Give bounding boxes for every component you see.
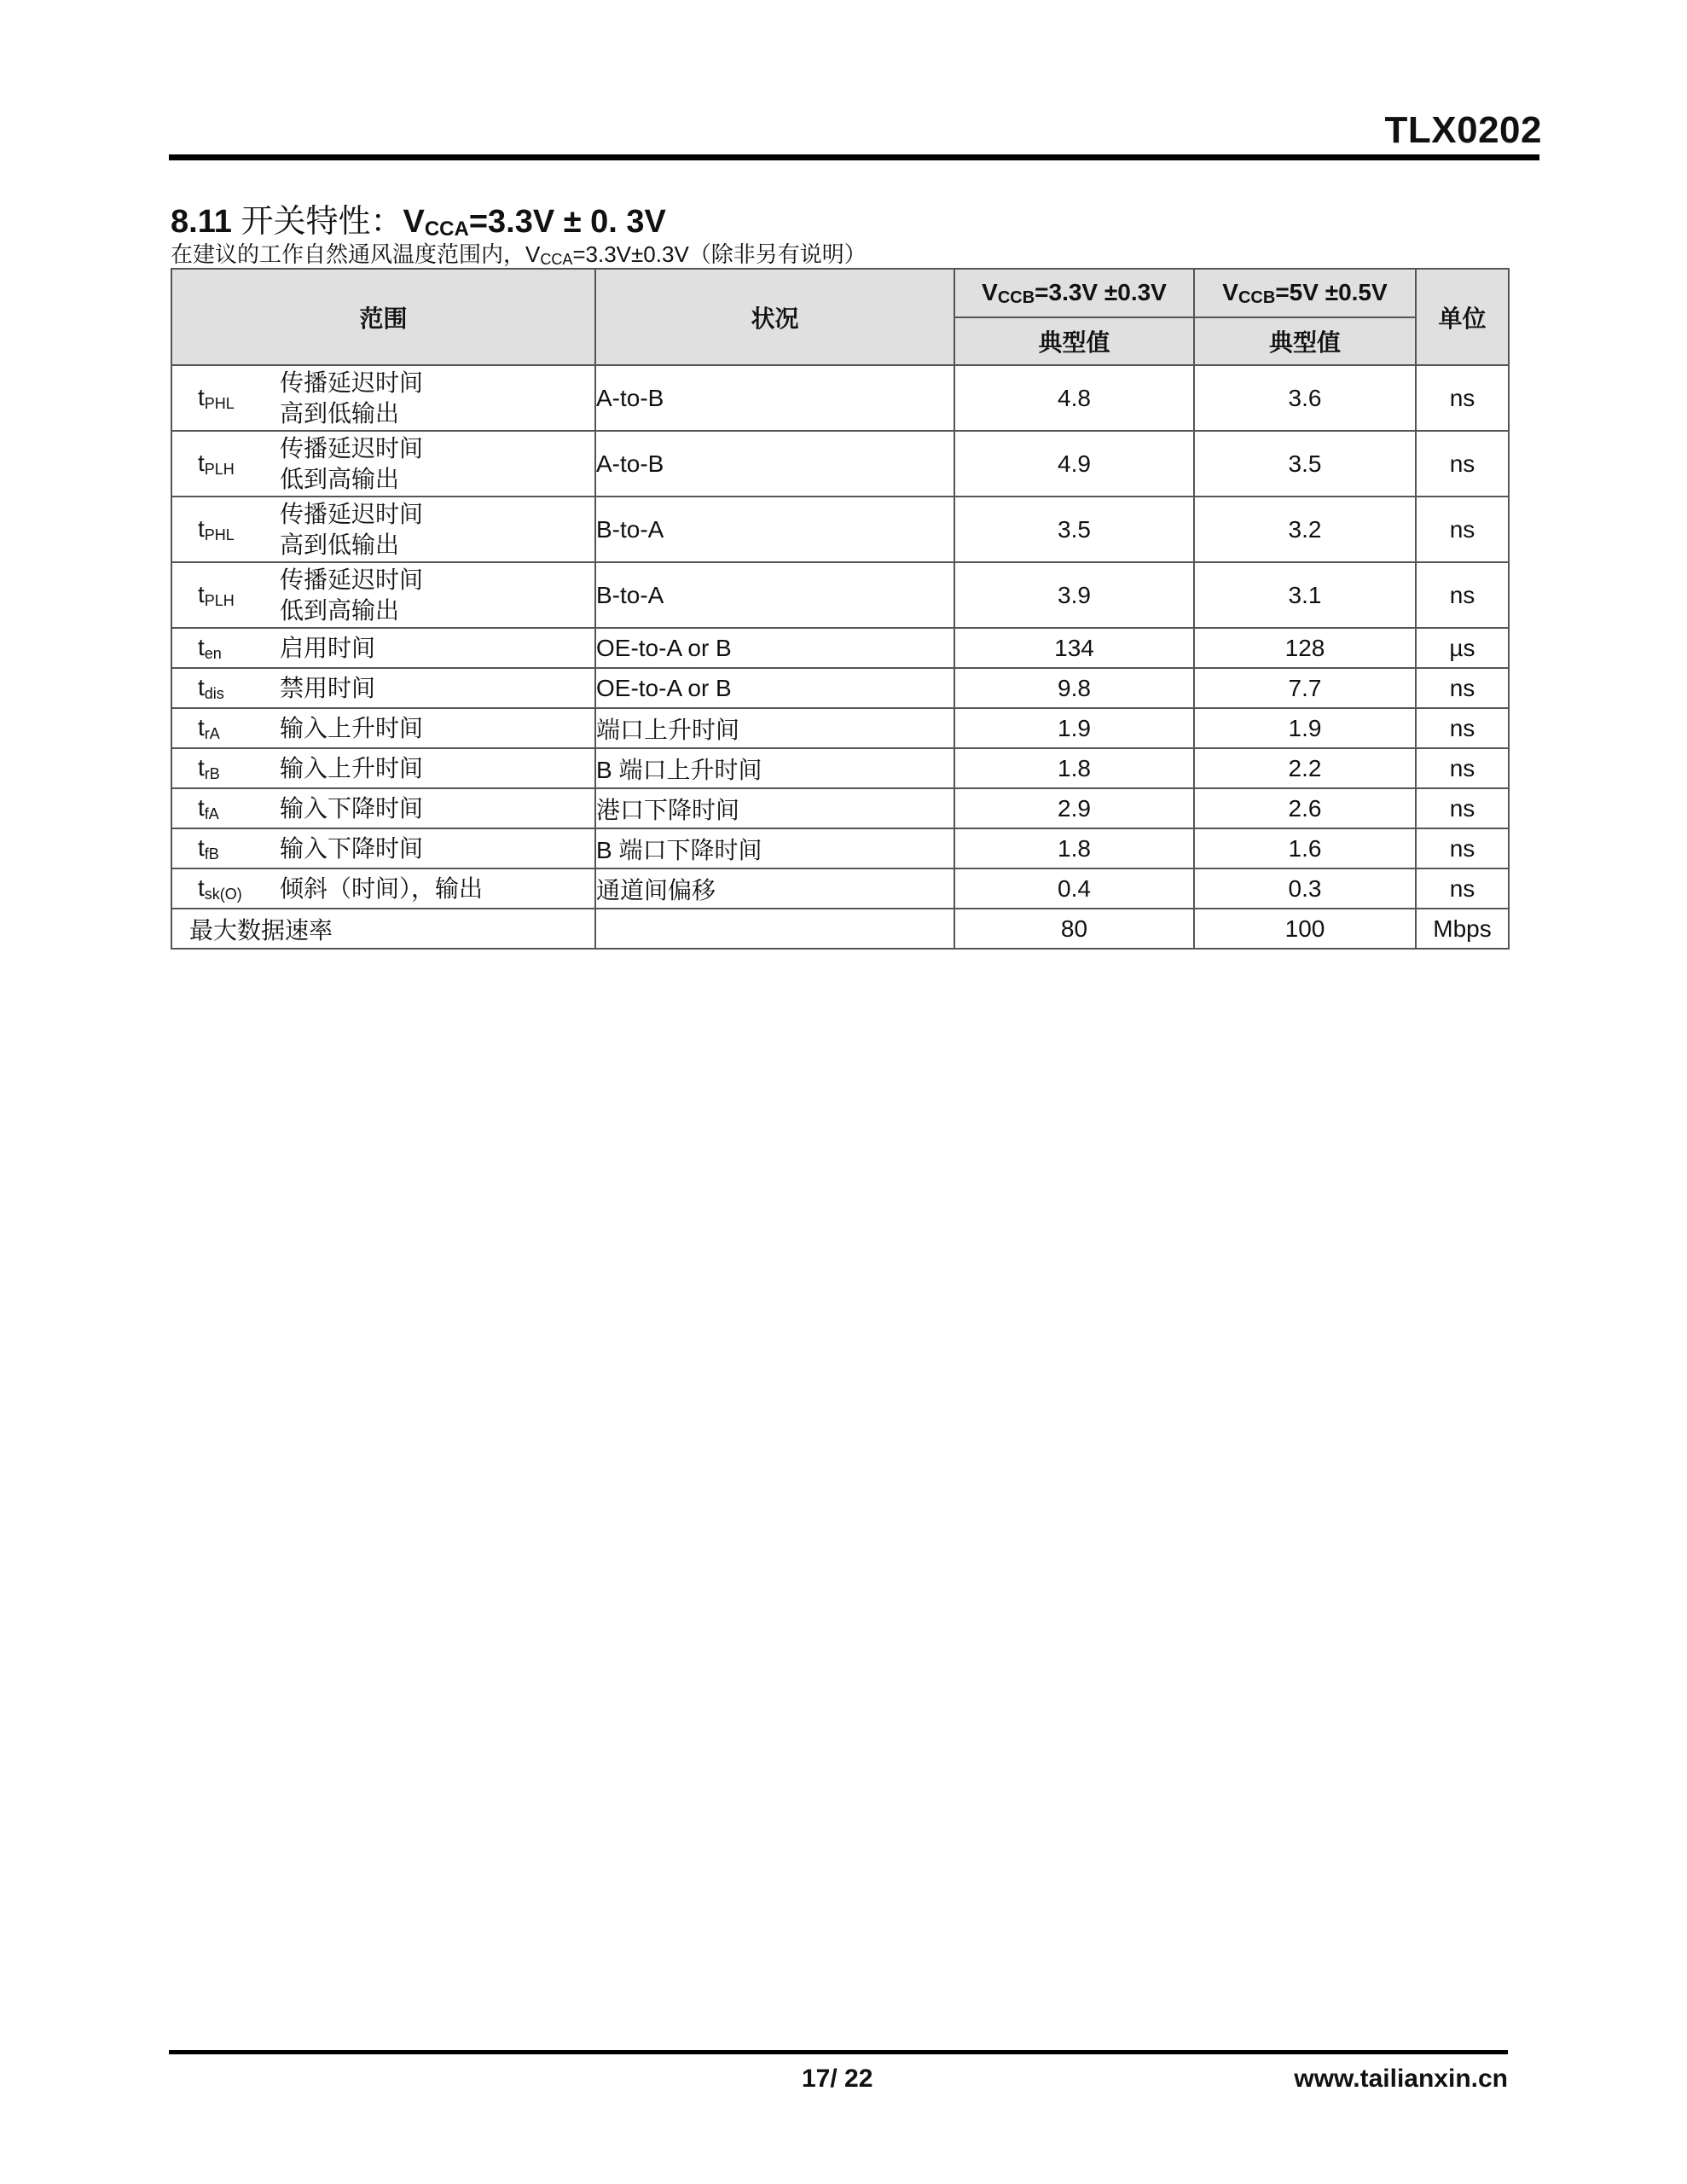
header-range: 范围 (171, 269, 595, 365)
footer-divider (169, 2050, 1508, 2054)
cell-typ-vccb-5v: 2.2 (1194, 748, 1416, 788)
cell-typ-vccb-5v: 0.3 (1194, 868, 1416, 909)
section-number: 8.11 (171, 204, 232, 240)
cell-unit: ns (1416, 497, 1509, 562)
section-subtitle (171, 237, 867, 269)
cell-range (171, 628, 595, 668)
cell-range (171, 562, 595, 628)
subtitle-sub: CCA (540, 251, 573, 268)
header-typ-2: 典型值 (1194, 317, 1416, 365)
cell-unit: ns (1416, 668, 1509, 708)
footer-url: www.tailianxin.cn (1294, 2065, 1508, 2093)
cell-range (171, 497, 595, 562)
parameter-description: 启用时间 (280, 634, 376, 661)
table-row (171, 828, 1509, 868)
cell-typ-vccb-3v3: 80 (954, 909, 1194, 949)
cell-range (171, 788, 595, 828)
switching-characteristics-table (171, 268, 1510, 950)
parameter-description: 传播延迟时间 高到低输出 (280, 369, 424, 427)
table-row (171, 431, 1509, 497)
cell-typ-vccb-5v: 7.7 (1194, 668, 1416, 708)
cell-typ-vccb-3v3: 4.8 (954, 365, 1194, 431)
cell-typ-vccb-3v3: 0.4 (954, 868, 1194, 909)
cell-typ-vccb-3v3: 1.8 (954, 828, 1194, 868)
cell-typ-vccb-3v3: 1.9 (954, 708, 1194, 748)
header-condition: 状况 (595, 269, 954, 365)
parameter-description: 输入下降时间 (280, 794, 424, 822)
cell-typ-vccb-5v: 3.5 (1194, 431, 1416, 497)
section-heading (171, 195, 666, 241)
cell-range (171, 365, 595, 431)
cell-condition: B 端口上升时间 (595, 748, 954, 788)
document-title: TLX0202 (1384, 109, 1542, 151)
cell-range (171, 668, 595, 708)
table-row (171, 562, 1509, 628)
parameter-symbol: $t_{fB}$ (198, 834, 219, 863)
cell-typ-vccb-3v3: 3.9 (954, 562, 1194, 628)
cell-typ-vccb-3v3: 134 (954, 628, 1194, 668)
table-row (171, 365, 1509, 431)
parameter-symbol: $t_{PHL}$ (198, 514, 235, 543)
cell-typ-vccb-3v3: 9.8 (954, 668, 1194, 708)
header-vccb-5v: $V_{CCB}=5V \pm 0.5V$ (1194, 269, 1416, 317)
parameter-symbol: $t_{fA}$ (198, 793, 219, 822)
section-title-v: V (403, 204, 425, 240)
cell-range (171, 828, 595, 868)
cell-typ-vccb-5v: 100 (1194, 909, 1416, 949)
parameter-description: 传播延迟时间 高到低输出 (280, 500, 424, 558)
section-title-rest: =3.3V ± 0. 3V (468, 204, 666, 240)
parameter-symbol: $t_{en}$ (198, 633, 222, 662)
table-row (171, 668, 1509, 708)
parameter-symbol: $t_{rB}$ (198, 753, 220, 782)
parameter-symbol: $t_{rA}$ (198, 713, 220, 742)
cell-unit: Mbps (1416, 909, 1509, 949)
cell-typ-vccb-5v: 1.6 (1194, 828, 1416, 868)
table-row (171, 788, 1509, 828)
cell-unit: ns (1416, 868, 1509, 909)
cell-typ-vccb-3v3: 1.8 (954, 748, 1194, 788)
cell-unit: ns (1416, 828, 1509, 868)
cell-condition: A-to-B (595, 365, 954, 431)
table-row (171, 748, 1509, 788)
header-typ-1: 典型值 (954, 317, 1194, 365)
parameter-description: 倾斜（时间），输出 (280, 874, 484, 902)
table-row (171, 497, 1509, 562)
cell-condition: B-to-A (595, 562, 954, 628)
cell-condition: B 端口下降时间 (595, 828, 954, 868)
cell-condition: 港口下降时间 (595, 788, 954, 828)
cell-typ-vccb-5v: 1.9 (1194, 708, 1416, 748)
table-row (171, 868, 1509, 909)
parameter-description: 输入上升时间 (280, 714, 424, 741)
cell-typ-vccb-5v: 2.6 (1194, 788, 1416, 828)
cell-condition: A-to-B (595, 431, 954, 497)
header-divider (169, 154, 1539, 160)
cell-typ-vccb-3v3: 4.9 (954, 431, 1194, 497)
cell-typ-vccb-3v3: 2.9 (954, 788, 1194, 828)
subtitle-pre: 在建议的工作自然通风温度范围内，V (171, 241, 541, 267)
cell-unit: ns (1416, 365, 1509, 431)
cell-range (171, 868, 595, 909)
cell-typ-vccb-5v: 128 (1194, 628, 1416, 668)
parameter-description: 传播延迟时间 低到高输出 (280, 566, 424, 624)
cell-condition: 通道间偏移 (595, 868, 954, 909)
cell-typ-vccb-5v: 3.6 (1194, 365, 1416, 431)
cell-unit: ns (1416, 431, 1509, 497)
cell-typ-vccb-5v: 3.1 (1194, 562, 1416, 628)
subtitle-post: =3.3V±0.3V（除非另有说明） (572, 241, 867, 267)
parameter-symbol: $t_{PHL}$ (198, 383, 235, 412)
cell-unit: ns (1416, 562, 1509, 628)
cell-condition: B-to-A (595, 497, 954, 562)
parameter-symbol: $t_{PLH}$ (198, 449, 235, 478)
section-title-sub: CCA (424, 218, 469, 241)
parameter-description: 传播延迟时间 低到高输出 (280, 434, 424, 492)
cell-condition (595, 909, 954, 949)
cell-typ-vccb-5v: 3.2 (1194, 497, 1416, 562)
header-unit: 单位 (1416, 269, 1509, 365)
cell-condition: 端口上升时间 (595, 708, 954, 748)
section-title-cn: 开关特性： (241, 204, 403, 240)
parameter-name: 最大数据速率 (189, 916, 333, 944)
table-row (171, 628, 1509, 668)
parameter-symbol: $t_{dis}$ (198, 673, 224, 702)
header-vccb-3v3: $V_{CCB}=3.3V \pm 0.3V$ (954, 269, 1194, 317)
table-row (171, 708, 1509, 748)
cell-range (171, 748, 595, 788)
parameter-description: 输入上升时间 (280, 754, 424, 781)
cell-unit: ns (1416, 708, 1509, 748)
cell-range (171, 708, 595, 748)
parameter-symbol: $t_{sk(O)}$ (198, 874, 242, 903)
cell-condition: OE-to-A or B (595, 668, 954, 708)
parameter-symbol: $t_{PLH}$ (198, 580, 235, 609)
parameter-description: 禁用时间 (280, 674, 376, 701)
cell-unit: ns (1416, 748, 1509, 788)
page-number: 17/ 22 (802, 2065, 873, 2093)
parameter-description: 输入下降时间 (280, 834, 424, 862)
cell-unit: ns (1416, 788, 1509, 828)
cell-range (171, 909, 595, 949)
cell-typ-vccb-3v3: 3.5 (954, 497, 1194, 562)
cell-range (171, 431, 595, 497)
cell-condition: OE-to-A or B (595, 628, 954, 668)
cell-unit: µs (1416, 628, 1509, 668)
table-row (171, 909, 1509, 949)
